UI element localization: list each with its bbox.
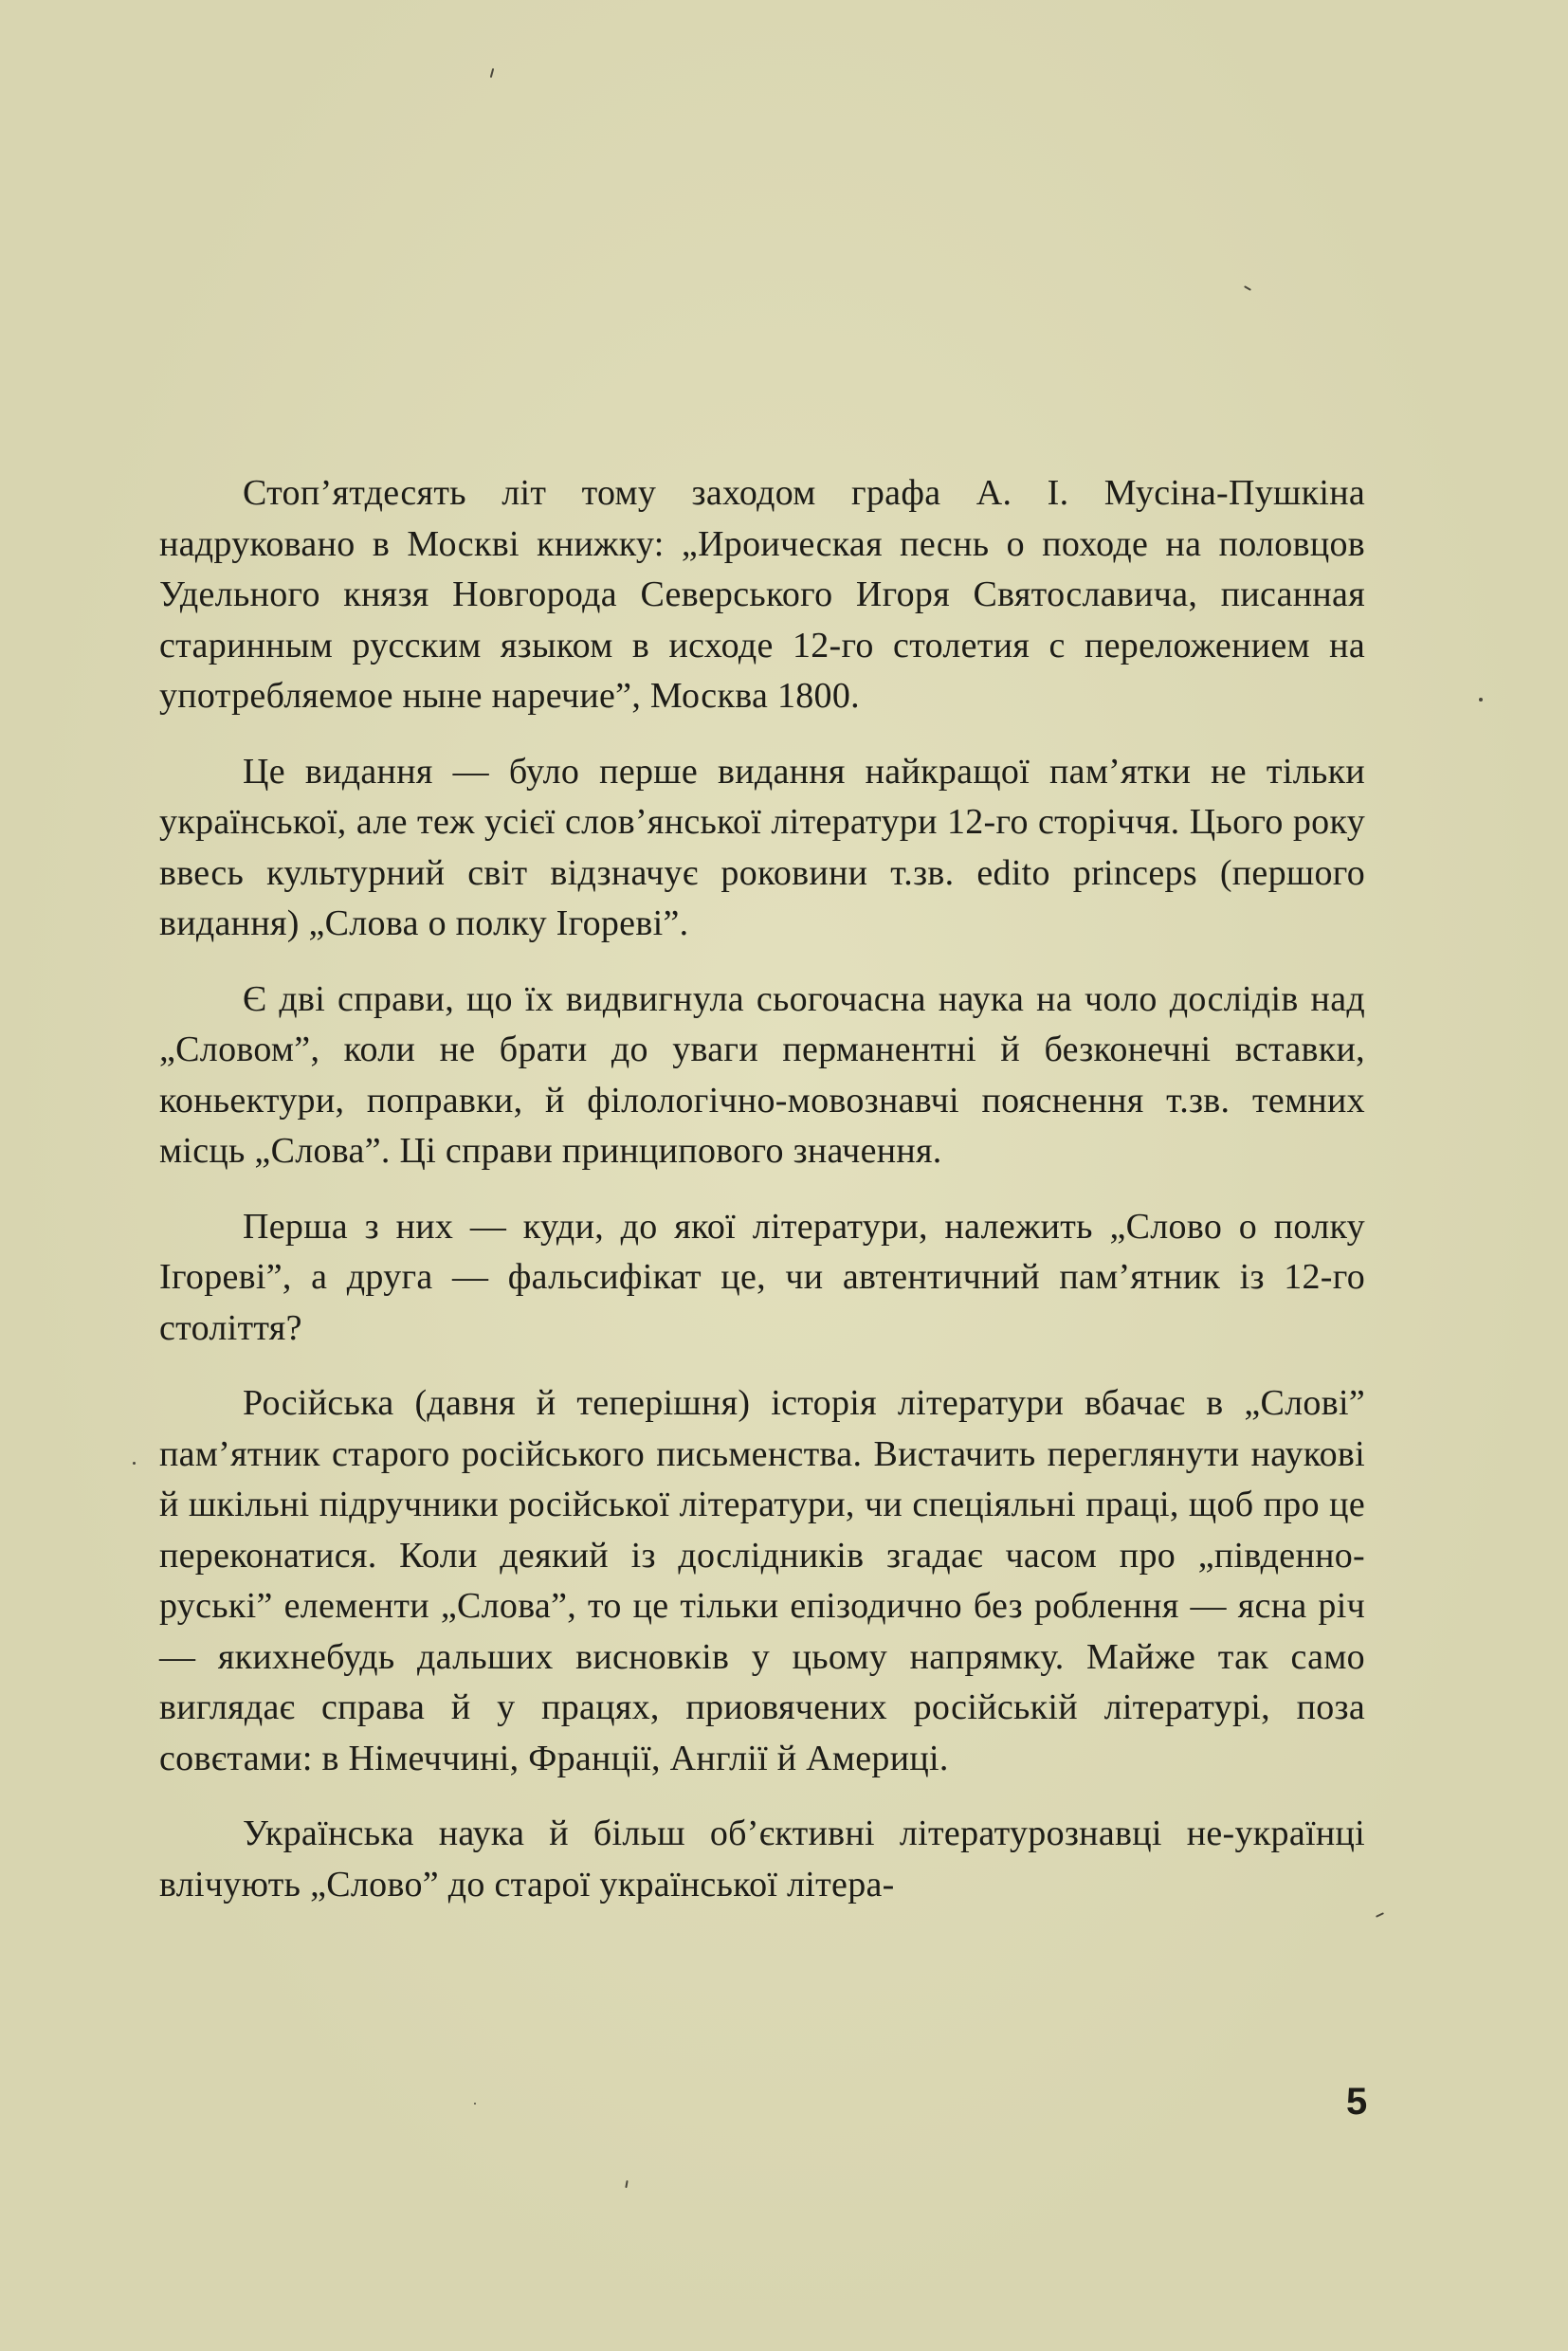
scan-speck [490,68,495,78]
scan-speck [1376,1912,1384,1918]
scan-speck [1244,285,1251,291]
page-number: 5 [1346,2081,1368,2123]
paragraph: Перша з них — куди, до якої літератури, належить „Слово о полку Ігореві”, а друга — фальсифікат це, чи автентичний пам’ятник із 12-го століття? [159,1206,1365,1348]
paragraph: Це видання — було перше видання найкращої пам’ятки не тільки української, але теж усієї слов’янської літератури 12-го сторіччя. Цього року ввесь культурний світ відзначує роковини т.зв. edito princeps (першого видання) „Слова о полку Ігореві”. [159,751,1365,943]
scan-speck [625,2180,628,2188]
paragraph: Російська (давня й теперішня) історія літератури вбачає в „Слові” пам’ятник старого російського письменства. Вистачить переглянути наукові й шкільні підручники російської літератури, чи спеціяльні праці, щоб про це переконатися. Коли деякий із дослідників згадає часом про „південно-руські” елементи „Слова”, то це тільки епізодично без роблення — ясна річ — якихнебудь дальших висновків у цьому напрямку. Майже так само виглядає справа й у працях, приовячених російській літературі, поза совєтами: в Німеччині, Франції, Англії й Америці. [159,1383,1365,1778]
paragraph: Стоп’ятдесять літ тому заходом графа А. І. Мусіна-Пушкіна надруковано в Москві книжку: „Ироическая песнь о походе на половцов Удельного князя Новгорода Северського Игоря Святославича, писанная старинным русским языком в исходе 12-го столетия с переложением на употребляемое ныне наречие”, Москва 1800. [159,473,1365,716]
paragraph: Українська наука й більш об’єктивні літературознавці не-українці влічують „Слово” до старої української літера- [159,1813,1365,1904]
body-text [159,468,1365,1910]
scan-speck [1479,698,1483,702]
scan-speck [474,2103,476,2105]
paragraph: Є дві справи, що їх видвигнула сьогочасна наука на чоло дослідів над „Словом”, коли не брати до уваги перманентні й безконечні вставки, коньектури, поправки, й філологічно-мовознавчі пояснення т.зв. темних місць „Слова”. Ці справи принципового значення. [159,978,1365,1171]
scan-speck [133,1462,136,1465]
